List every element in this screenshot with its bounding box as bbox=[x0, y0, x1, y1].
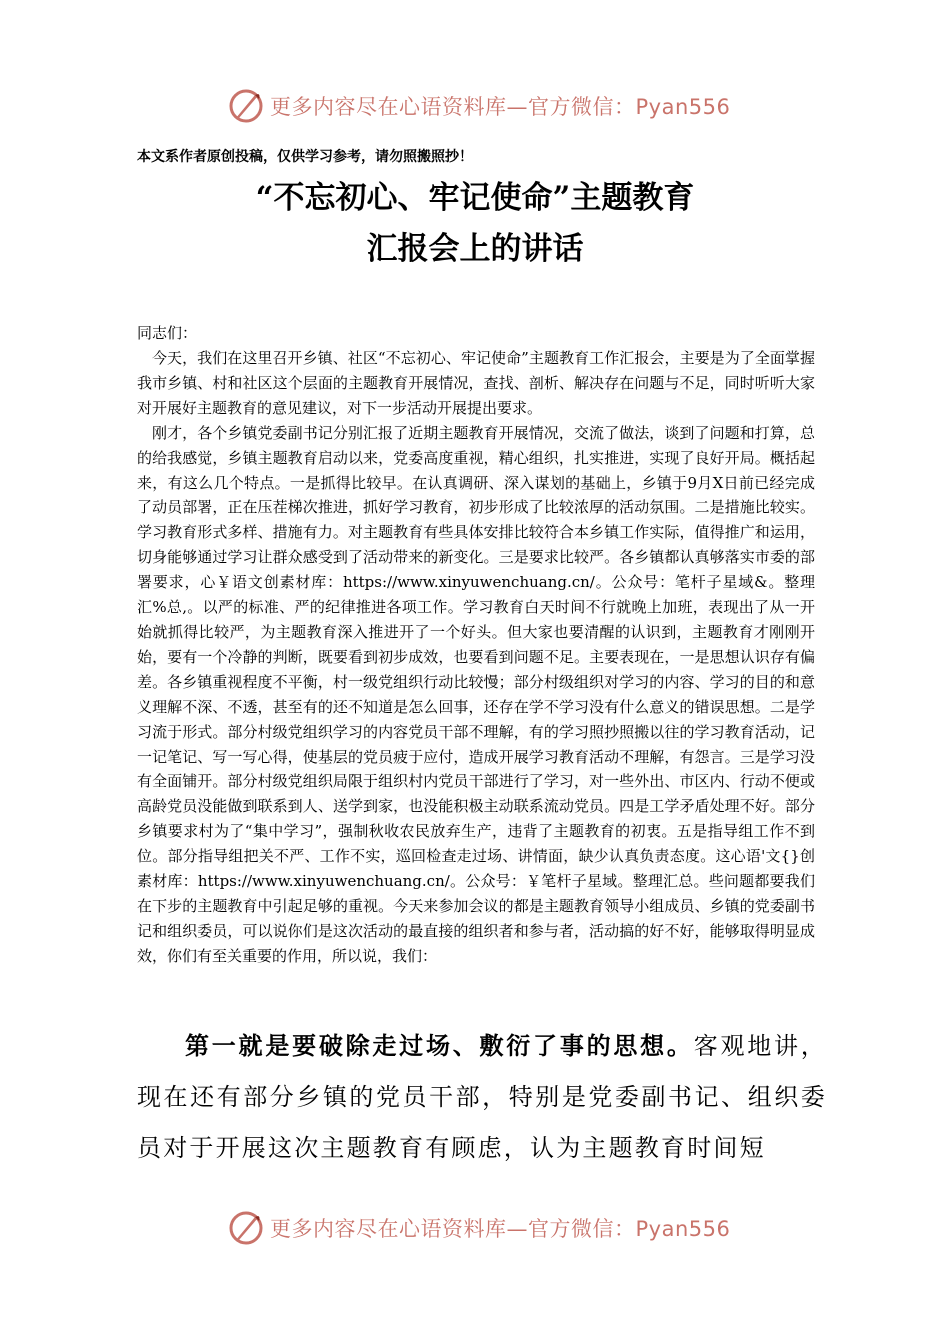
document-title-line-1: “不忘初心、牢记使命”主题教育 bbox=[255, 180, 695, 216]
document-title-line-2: 汇报会上的讲话 bbox=[366, 231, 584, 267]
speech-body bbox=[137, 346, 815, 969]
copyright-notice: 本文系作者原创投稿，仅供学习参考，请勿照搬照抄！ bbox=[137, 149, 473, 165]
salutation: 同志们： bbox=[137, 324, 198, 342]
header-watermark bbox=[228, 86, 748, 126]
emphasis-text: 客观地讲，现在还有部分乡镇的党员干部，特别是党委副书记、组织委员对于开展这次主题教育有顾虑，认为主题教育时间短 bbox=[137, 1032, 827, 1162]
quill-logo-icon bbox=[228, 88, 264, 124]
watermark-text: 更多内容尽在心语资料库—官方微信：Pyan556 bbox=[270, 1217, 731, 1241]
emphasis-heading: 第一就是要破除走过场、敷衍了事的思想。 bbox=[185, 1031, 694, 1060]
emphasis-paragraph bbox=[137, 1020, 827, 1174]
footer-watermark bbox=[228, 1208, 748, 1248]
quill-logo-icon bbox=[228, 1210, 264, 1246]
watermark-text: 更多内容尽在心语资料库—官方微信：Pyan556 bbox=[270, 95, 731, 119]
paragraph-2: 刚才，各个乡镇党委副书记分别汇报了近期主题教育开展情况，交流了做法，谈到了问题和打算，总的给我感觉，乡镇主题教育启动以来，党委高度重视，精心组织，扎实推进，实现了良好开局。概括起来，有这么几个特点。一是抓得比较早。在认真调研、深入谋划的基础上，乡镇于9月X日前已经完成了动员部署，正在压茬梯次推进，抓好学习教育，初步形成了比较浓厚的活动氛围。二是措施比较实。学习教育形式多样、措施有力。对主题教育有些具体安排比较符合本乡镇工作实际，值得推广和运用，切身能够通过学习让群众感受到了活动带来的新变化。三是要求比较严。各乡镇都认真够落实市委的部署要求，心￥语文创素材库：https://www.xinyuwenchuang.cn/。公众号：笔杆子星域&。整理汇%总,。以严的标准、严的纪律推进各项工作。学习教育白天时间不行就晚上加班，表现出了从一开始就抓得比较严，为主题教育深入推进开了一个好头。但大家也要清醒的认识到，主题教育才刚刚开始，要有一个冷静的判断，既要看到初步成效，也要看到问题不足。主要表现在，一是思想认识存有偏差。各乡镇重视程度不平衡，村一级党组织行动比较慢；部分村级组织对学习的内容、学习的目的和意义理解不深、不透，甚至有的还不知道是怎么回事，还存在学不学习没有什么意义的错误思想。二是学习流于形式。部分村级党组织学习的内容党员干部不理解，有的学习照抄照搬以往的学习教育活动，记一记笔记、写一写心得，使基层的党员疲于应付，造成开展学习教育活动不理解，有怨言。三是学习没有全面铺开。部分村级党组织局限于组织村内党员干部进行了学习，对一些外出、市区内、行动不便或高龄党员没能做到联系到人、送学到家，也没能积极主动联系流动党员。四是工学矛盾处理不好。部分乡镇要求村为了“集中学习”，强制秋收农民放弃生产，违背了主题教育的初衷。五是指导组工作不到位。部分指导组把关不严、工作不实，巡回检查走过场、讲情面，缺少认真负责态度。这心语'文{}创素材库：https://www.xinyuwenchuang.cn/。公众号：￥笔杆子星域。整理汇总。些问题都要我们在下步的主题教育中引起足够的重视。今天来参加会议的都是主题教育领导小组成员、乡镇的党委副书记和组织委员，可以说你们是这次活动的最直接的组织者和参与者，活动搞的好不好，能够取得明显成效，你们有至关重要的作用，所以说，我们： bbox=[137, 423, 815, 965]
paragraph-1: 今天，我们在这里召开乡镇、社区“不忘初心、牢记使命”主题教育工作汇报会，主要是为了全面掌握我市乡镇、村和社区这个层面的主题教育开展情况，查找、剖析、解决存在问题与不足，同时听听大家对开展好主题教育的意见建议，对下一步活动开展提出要求。 bbox=[137, 349, 815, 417]
